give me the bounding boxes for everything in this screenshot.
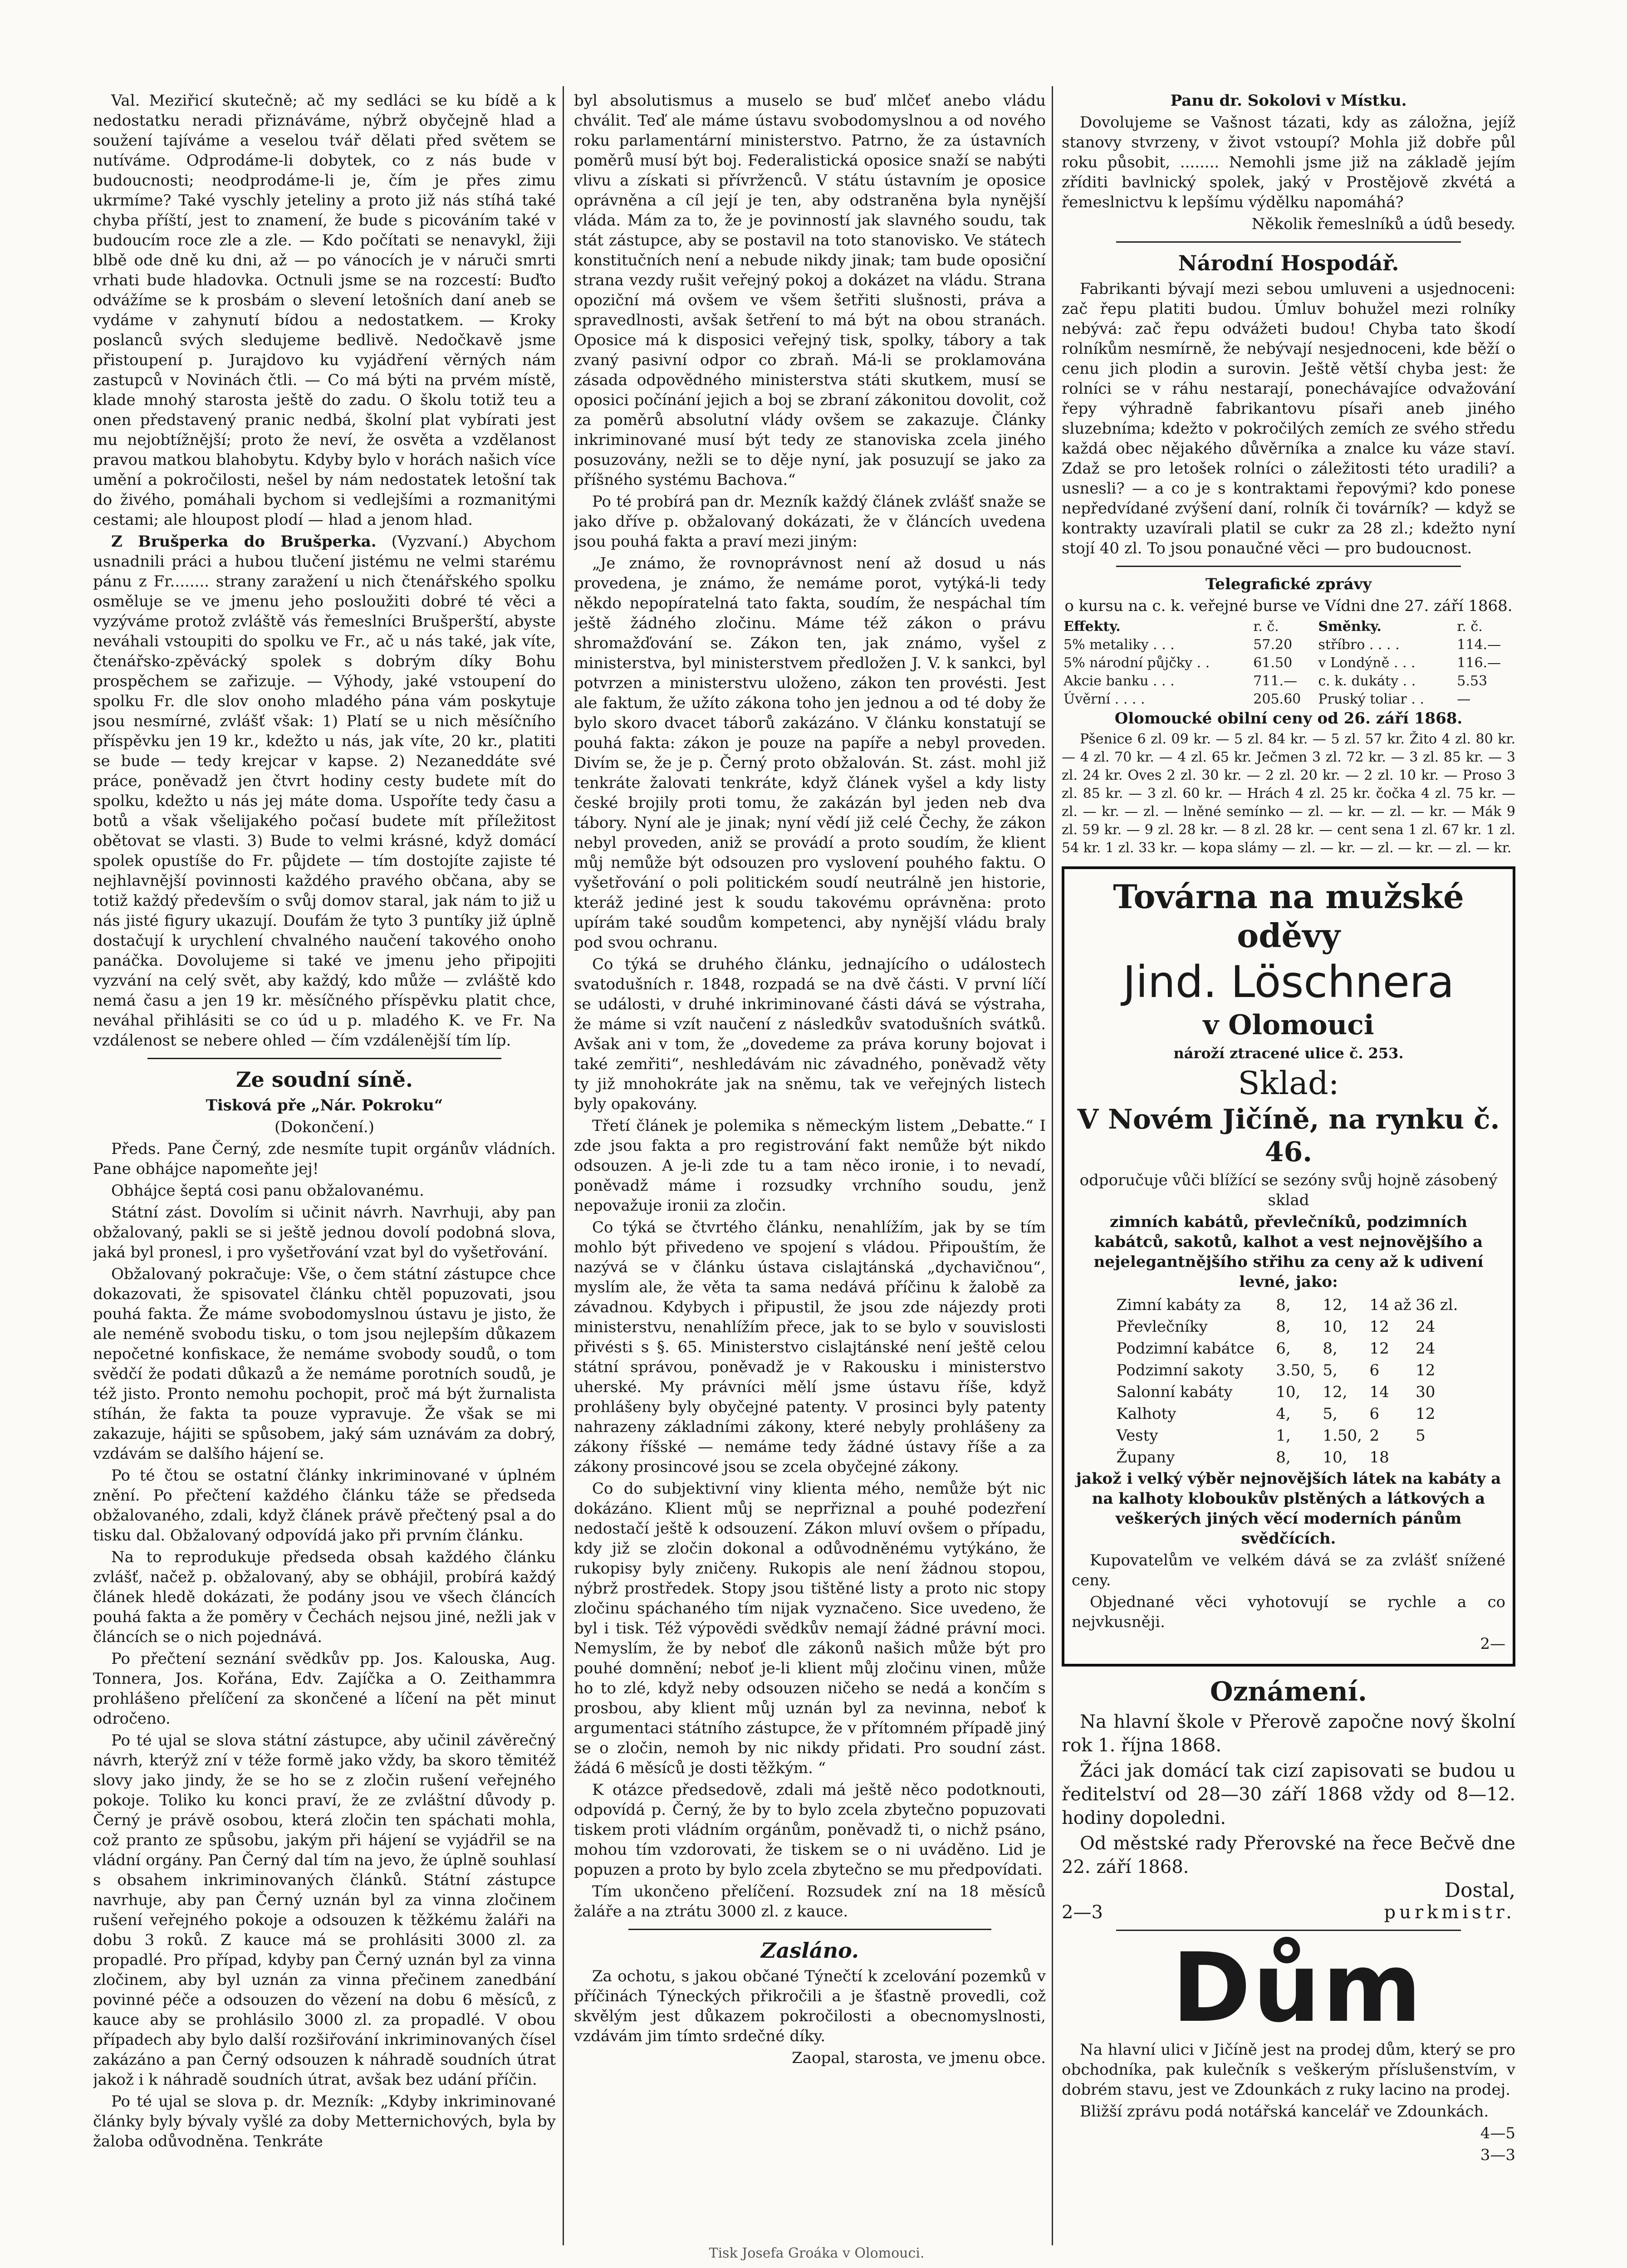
cell: Úvěrní . . . . [1063,691,1145,707]
paragraph: K otázce předsedově, zdali má ještě něco podotknouti, odpovídá p. Černý, že by to bylo zcela zbytečno popuzovati tiskem proti vládním orgánům, poněvadž ti, o nichž psáno, mohou tím vzdorovati, že tiskem se o ni uváděno. Lid je popuzen a proto by bylo zcela zbytečno se mu předpovídati. [574,1781,1046,1879]
table-row [1062,654,1515,672]
table-row [1062,636,1515,654]
separator [1116,1930,1461,1931]
signature: Několik řemeslníků a údů besedy. [1251,215,1515,233]
cell: 5 [1416,1427,1426,1445]
cell: — [1457,691,1471,707]
cell [1393,1403,1414,1424]
cell: 5, [1323,1405,1338,1423]
paragraph: Předs. Pane Černý, zde nesmíte tupit orgánův vládních. Pane obhájce napomeňte jej! [93,1140,556,1178]
cell: 5.53 [1457,673,1488,689]
ad-text: Objednané věci vyhotovují se rychle a co nejvkusněji. [1072,1593,1505,1631]
cell [1440,1425,1461,1446]
paragraph: Žáci jak domácí tak cizí zapisovati se budou u ředitelství od 28—30 září 1868 vždy od 8—12. hodiny dopoledni. [1062,1760,1515,1828]
article-subheading: (Dokončení.) [274,1118,374,1136]
ad-number: 2— [1480,1635,1505,1653]
cell: 1.50, [1323,1427,1362,1445]
cell [1393,1360,1414,1381]
cell: 6 [1369,1405,1380,1423]
cell [1440,1403,1461,1424]
cell [1440,1360,1461,1381]
cell: Kalhoty [1116,1405,1176,1423]
cell: 6 [1369,1361,1380,1379]
cell: 205.60 [1253,691,1301,707]
cell: 12, [1323,1383,1348,1401]
cell: 4, [1276,1405,1291,1423]
paragraph: Po té čtou se ostatní články inkriminované v úplném znění. Po přečtení každého článku táže se předseda obžalovaného, zdali, když článek právě přečtený psal a do tisku dal. Obžalovaný odpovídá jako při prvním článku. [93,1466,556,1545]
cell [1393,1382,1414,1403]
ad-company: Jind. Löschnera [1122,957,1455,1007]
paragraph: Obhájce šeptá cosi panu obžalovanému. [111,1182,424,1200]
cell: 116.— [1457,655,1501,671]
cell: Akcie banku . . . [1063,673,1175,689]
cell: 12, [1323,1296,1348,1314]
column-3 [1062,91,1515,2268]
paragraph: Val. Meziřicí skutečně; ač my sedláci se ku bídě a k nedostatku neradi přiznáváme, nýbrž obyčejně hlad a soužení tajíváme a veselou tvář dělati před světem se nutíváme. Odprodáme-li dobytek, co z nás bude v budoucnosti; neodprodáme-li je, čím je přes zimu ukrmíme? Také vyschly jeteliny a proto již nás stíhá také chyba příští, jest to znamení, že bude s picováním také v budoucím roce zle a zle. — Kdo počítati se nenavykl, žiji blbě ode dně ku dni, až — po vánocích je v náruči smrti vrhati bude hladovka. Octnuli jsme se na rozcestí: Buďto odvážíme se k prosbám o slevení letošních daní aneb se vydáme v zahynutí bídou a nedostatkem. — Kroky poslanců svých sledujeme bedlivě. Nedočkavě jsme přistoupení p. Jurajdovo ku vyjádření věrných nám zastupců v Novinách čtli. — Co má býti na prvém místě, klade mnohý starosta ještě do zadu. O školu totiž teu a onen představený pranic nedbá, školní plat vybírati jest mu nejobtížnější; proto že neví, že osvěta a vzdělanost pravou matkou blahobytu. Kdyby bylo v horách našich více umění a pokročilosti, nešel by nám nedostatek letošní tak do živého, pomáhali bychom si vedlejšími a rozmanitými cestami; ale hloupost plodí — hlad a jenom hlad. [93,92,556,529]
ad-warehouse: Sklad: [1238,1065,1339,1102]
ad-title: Továrna na mužské oděvy [1113,877,1464,955]
cell: c. k. dukáty . . [1318,673,1416,689]
cell: 10, [1323,1448,1348,1466]
table-row [1116,1425,1461,1446]
paragraph-text: (Vyzvaní.) Abychom usnadnili práci a hubou tlučení jistému ne velmi starému pánu z Fr........ strany zaražení u nich čtenářského spolku osměluje se ve jmenu jeho posloužiti dobré té věci a vyzýváme protož zvláště vás řemeslníci Brušperští, abyste neváhali vstoupiti do spolku ve Fr., ač u nás také, jak víte, čtenářsko-zpěvácký spolek s dobrým díky Bohu prospěchem se zařizuje. — Výhody, jaké vstoupení do spolku Fr. dle slov onoho mladého pána vám poskytuje jsou nesmírné, zvlášť však: 1) Platí se u nich měsíčního příspěvku jen 19 kr., kdežto u nás, jak víte, 20 kr., platiti se bude — tedy krejcar v kapse. 2) Nezaneddáte své práce, poněvadž jen čtvrt hodiny cesty budete mít do spolku, kdežto u nás jej máte doma. Uspoříte tedy času a botů a však všelijakého počasí budete mít příležitost obětovat se vlasti. 3) Bude to velmi krásné, když domácí spolek opustíše do Fr. půjdete — tím dostojíte zajiste té nejhlavnější povinnosti každého pravého občana, aby se totiž každý především o svůj domov staral, jak nám to již u nás jisté figury ukazují. Doufám že tyto 3 puntíky již úplně dostačují k urychlení chvalného naučení takového onoho panáčka. Dovolujeme si také ve jmenu jeho připojiti vyzvání na celý svět, aby každý, kdo může — zvláště kdo nemá času a jen 19 kr. měsíčného příspěvku platit chce, neváhal přihlásiti se co úd u p. mladého K. ve Fr. Na vzdálenost se nebere ohled — čím vzdálenější tím líp. [93,533,556,1050]
ad-warehouse-address: V Novém Jičíně, na rynku č. 46. [1077,1104,1500,1168]
paragraph: Pšenice 6 zl. 09 kr. — 5 zl. 84 kr. — 5 zl. 57 kr. Žito 4 zl. 80 kr. — 4 zl. 70 kr. — 4 zl. 65 kr. Ječmen 3 zl. 72 kr. — 3 zl. 85 kr. — 3 zl. 24 kr. Oves 2 zl. 30 kr. — 2 zl. 20 kr. — 2 zl. 10 kr. — Proso 3 zl. 85 kr. — 3 zl. 60 kr. — Hrách 4 zl. 25 kr. čočka 4 zl. 75 kr. — zl. — kr. — zl. — lněné semínko — zl. — kr. — zl. — kr. — Mák 9 zl. 59 kr. — 9 zl. 28 kr. — 8 zl. 28 kr. — cent sena 1 zl. 67 kr. 1 zl. 54 kr. 1 zl. 33 kr. — kopa slámy — zl. — kr. — zl. — kr. — zl. — kr. [1062,731,1515,856]
ad-address: nároží ztracené ulice č. 253. [1173,1045,1404,1062]
price-table [1115,1294,1462,1469]
article-heading: Tisková pře „Nár. Pokroku“ [206,1096,443,1114]
cell: v Londýně . . . [1318,655,1416,671]
cell: 8, [1276,1318,1291,1336]
cell: 8, [1323,1339,1338,1358]
cell: 2 [1369,1427,1380,1445]
paragraph: Po té probírá pan dr. Mezník každý článek zvlášť snaže se jako dříve p. obžalovaný dokázati, že v článcích uvedena jsou pouhá fakta a praví mezi jiným: [574,493,1046,551]
cell: 6, [1276,1339,1291,1358]
cell: 61.50 [1253,655,1293,671]
table-row [1116,1295,1461,1315]
cell: 5% národní půjčky . . [1063,655,1210,671]
table-row [1116,1403,1461,1424]
section-heading: Ze soudní síně. [235,1067,413,1092]
paragraph: Na hlavní škole v Přerově započne nový školní rok 1. října 1868. [1062,1711,1515,1756]
table-row [1062,672,1515,690]
subheading: o kursu na c. k. veřejné burse ve Vídni dne 27. září 1868. [1064,597,1513,615]
table-row [1062,690,1515,709]
cell: 1, [1276,1427,1291,1445]
column-header: r. č. [1457,619,1483,635]
article-heading: Panu dr. Sokolovi v Místku. [1170,92,1407,110]
cell: 12 [1369,1318,1389,1336]
paragraph: Na to reprodukuje předseda obsah každého článku zvlášť, načež p. obžalovaný, aby se obhájil, probírá každý článek hledě dokázati, že podány jsou ve všech článcích pouhá fakta a že poměry v Čechách nejsou jiné, nežli jak v článcích se o nich pojednává. [93,1548,556,1646]
exchange-table [1062,618,1515,709]
paragraph: Co týká se druhého článku, jednajícího o událostech svatodušních r. 1848, rozpadá se na dvě části. V první líčí se události, v druhé inkriminované části dává se výstraha, že máme si vzít naučení z následkův svatodušních svátků. Avšak ani v tom, že „dovedeme za práva koruny bojovat i také zemřiti“, neshledávám nic závadného, poněvadž věty ty již mnohokráte jak na sněmu, tak ve veřejných listech byly opakovány. [574,955,1046,1113]
paragraph: „Je známo, že rovnoprávnost není až dosud u nás provedena, je známo, že nemáme porot, vytýká-li tedy někdo nepopíratelná tato fakta, soudím, že nespáchal tím ještě žádného zločinu. Máme též zákon o právu shromažďování se. Zákon ten, jak známo, vyšel z ministerstva, byl ministerstvem předložen J. V. k sankci, byl potvrzen a ministerstvu uloženo, zákon ten provésti. Jest ale faktum, že užíto zákona toho jen jednou a od té doby že bylo skoro dvacet táborů zakázáno. V článku konstatují se pouhá fakta: zákon je pouze na papíře a nebyl proveden. Divím se, že je p. Černý proto obžalován. St. zást. mohl již tenkráte žalovati tenkráte, když článek vyšel a kdy listy české brojily proti tomu, že zakázán byl jeden neb dva tábory. Nyní ale je jinak; nyní vědí již celé Čechy, že zákon nebyl proveden, aniž se provádí a proto soudím, že klient můj nemůže být odsouzen pro vyslovení pouhého faktu. O vyšetřování o poli politickém soudí neutrálně jen historie, kteráž jediné jest k soudu takovému oprávněna: proto upírám také soudům kompetenci, aby nynější vládu braly pod svou ochranu. [574,554,1046,952]
cell: 12 [1416,1361,1436,1379]
table-row [1116,1447,1461,1468]
paragraph: Státní zást. Dovolím si učinit návrh. Navrhuji, aby pan obžalovaný, pakli se si ještě jednou dovolí podobná slova, jaká byl pronesl, i pro vyšetřování vzat byl do vyšetřování. [93,1203,556,1261]
cell [1440,1338,1461,1359]
column-divider [1052,86,1053,2245]
ad-text: zimních kabátů, převlečníků, podzimních kabátců, sakotů, kalhot a vest nejnovějšího a nejelegantnějšího střihu za ceny až k udivení levné, jako: [1093,1213,1484,1291]
section-heading: Národní Hospodář. [1178,251,1399,275]
cell: 30 [1416,1383,1436,1401]
cell: 8, [1276,1448,1291,1466]
section-heading: Zasláno. [761,1938,859,1963]
cell [1393,1316,1414,1337]
signature: Zaopal, starosta, ve jmenu obce. [792,2049,1046,2067]
ad-text: jakož i velký výběr nejnovějších látek na kabáty a na kalhoty kloboukův plstěných a látkových a veškerých jiných věcí moderních pánům svědčících. [1076,1470,1501,1548]
section-heading: Telegrafické zprávy [1205,575,1372,593]
cell: 10, [1276,1383,1301,1401]
cell: Zimní kabáty za [1116,1296,1241,1314]
cell: Převlečníky [1116,1318,1208,1336]
paragraph: Bližší zprávu podá notářská kancelář ve Zdounkách. [1080,2102,1489,2121]
cell: Podzimní sakoty [1116,1361,1244,1379]
signature-row [1062,1902,1515,1922]
section-heading: Oznámení. [1210,1676,1367,1707]
paragraph: Po přečtení seznání svědkův pp. Jos. Kalouska, Aug. Tonnera, Jos. Kořána, Edv. Zajíčka a O. Zeithammra prohlášeno přelíčení za skončené a líčení na pět minut odročeno. [93,1650,556,1728]
cell [1393,1425,1414,1446]
cell [1415,1447,1439,1468]
column-header: r. č. [1253,619,1279,635]
ad-number: 2—3 [1062,1902,1103,1923]
column-2 [574,91,1046,2268]
cell: 57.20 [1253,637,1293,653]
cell: Salonní kabáty [1116,1383,1233,1401]
cell: 114.— [1457,637,1501,653]
cell: Podzimní kabátce [1116,1339,1255,1358]
ad-text: Kupovatelům ve velkém dává se za zvlášť snížené ceny. [1072,1551,1505,1589]
table-row [1116,1382,1461,1403]
advertisement-loschner [1062,866,1515,1667]
cell: 5, [1323,1361,1338,1379]
cell [1440,1447,1461,1468]
cell [1440,1382,1461,1403]
paragraph: Fabrikanti bývají mezi sebou umluveni a usjednoceni: zač řepu platiti budou. Úmluv bohužel mezi rolníky nebývá: zač řepu odvážeti budou! Chyba tato škodí rolníkům nesmírně, že nebývají nesjednoceni, kde běží o cenu jich plodin a surovin. Ještě větší chyba jest: že rolníci se v ráhu nestarají, ponechávajíce odvažování řepy výhradně fabrikantovu písaři aneb jiného sluzebníma; kdežto v pokročilých zemích ze svého středu každá obec nějakého důvěrníka a znalce ku váze staví. Zdaž se pro letošek rolníci o záležitosti této uradili? a usnesli? — a co je s kontraktami řepovými? kdo ponese nepředvídané zvýšení daní, rolník či továrník? — když se kontrakty uzavírali platil se cukr za 28 zl.; kdežto nyní stojí 40 zl. To jsou ponaučné věci — pro budoucnost. [1062,280,1515,557]
paragraph: Co týká se čtvrtého článku, nenahlížím, jak by se tím mohlo být přivedeno ve spojení s vládou. Připouštím, že nazývá se v článku ústava cislajtánská „dychavičnou“, myslím ale, že věta ta sama nedává příčinu k žalobě za závadnou. Kdybych i připustil, že jsou zde nájezdy proti ministerstvu, nenahlížím přece, jak to se bylo v souvislosti přivésti s §. 65. Ministerstvo cislajtánské není ještě celou státní správou, poněvadž je v Rakousku i ministerstvo uherské. My právníci mělí jsme ústavu říše, když prohlášeny byly obyčejné patenty. V prosinci byly patenty nahrazeny základními zákony, které nebyly prohlášeny za zákony říšské — nemáme tedy žádné ústavy říše a za zákony prosincové jsou se zcela obyčejné zákony. [574,1218,1046,1476]
table-row [1116,1338,1461,1359]
cell: 3.50, [1276,1361,1315,1379]
cell: 24 [1416,1318,1436,1336]
table-row [1116,1360,1461,1381]
column-header: Effekty. [1063,619,1121,635]
cell [1393,1338,1414,1359]
ad-number: 3—3 [1480,2146,1515,2164]
cell: 10, [1323,1318,1348,1336]
signature-title: purkmistr. [1384,1902,1515,1923]
table-header [1062,618,1515,636]
separator [628,1929,991,1930]
article-heading: Z Brušperka do Brušperka. [111,533,377,551]
column-1 [93,91,556,2223]
cell: 12 [1416,1405,1436,1423]
cell: 24 [1416,1339,1436,1358]
cell: Pruský toliar . . [1318,691,1424,707]
cell: 18 [1369,1448,1389,1466]
cell: 14 [1369,1383,1389,1401]
paragraph: Dovolujeme se Vašnost tázati, kdy as záložna, jejíž stanovy stvrzeny, v život vstoupí? Mohla již dobře půl roku působit, ........ Nemohli jsme již na základě jejím zříditi bavlnický spolek, jaký v Prostějově zkvétá a řemeslnictvu k lepšímu výdělku napomáhá? [1062,113,1515,211]
paragraph: Po té ujal se slova p. dr. Mezník: „Kdyby inkriminované články byly bývaly vyšlé za doby Metternichových, byla by žaloba odůvodněna. Tenkráte [93,2092,556,2151]
cell: 12 [1369,1339,1389,1358]
cell: 36 [1416,1296,1436,1314]
separator [1116,241,1461,243]
column-divider [563,86,564,2245]
ad-number: 4—5 [1480,2124,1515,2142]
paragraph [93,532,556,1051]
paragraph: Po té ujal se slova státní zástupce, aby učinil závěrečný návrh, kterýž zní v téže formě jako vždy, ba skoro těmitéž slovy jako jindy, že se ho se z zločin rušení veřejného pokoje. Toliko ku konci praví, že ze zvláštní důvody p. Černý je právě osobou, která zločin ten spáchati mohla, což pranto ze spůsobu, jakým při hájení se vyjádřil se na vládní orgány. Pan Černý dal tím na jevo, že úplně souhlasí s obsahem inkriminovaných článků. Státní zástupce navrhuje, aby pan Černý uznán byl za vinna zločinem rušení veřejného pokoje a odsouzen k těžkému žaláři na dobu 3 roků. Z kauce má se prohlásiti 3000 zl. za propadlé. Pro případ, kdyby pan Černý uznán byl za vinna zločinem, aby byl uznán za vinna přečinem zanedbání povinné péče a odsouzen do vězení na dobu 6 měsíců, z kauce aby se prohlásilo 3000 zl. za propadlé. V obou případech aby bylo další rozšiřování inkriminovaných čísel zakázáno a pan Černý odsouzen k náhradě soudních útrat jakož i k náhradě soudních útrat, avšak bez udání příčin. [93,1731,556,2089]
paragraph: Na hlavní ulici v Jičíně jest na prodej dům, který se pro obchodníka, pak kulečník s veškerým příslušenstvím, v dobrém stavu, jest ve Zdounkách z ruky lacino na prodej. [1062,2041,1515,2099]
subheading: Olomoucké obilní ceny od 26. září 1868. [1114,709,1463,728]
cell: 14 [1369,1296,1389,1314]
cell: zl. [1440,1296,1458,1314]
paragraph: byl absolutismus a muselo se buď mlčeť anebo vládu chválit. Teď ale máme ústavu svobodomyslnou a od nového roku parlamentární ministerstvo. Patrno, že za ústavních poměrů musí být boj. Federalistická oposice snaží se nabýti vlivu a získati si přívrženců. V státu ústavním je oposice oprávněna a cíl její je ten, aby odstraněna byla nynější vláda. Mám za to, že je povinností jak slavného soudu, tak stát zástupce, aby se postavil na toto stanovisko. Ve státech konstitučních není a nebude nikdy jinak; tam bude oposiční strana vezdy rušit veřejný pokoj a dokázet na vládu. Strana opoziční má ovšem ve všem šetřiti slušnosti, práva a spravedlnosti, avšak šetření to má být na obou stranách. Oposice má k disposici veřejný tisk, spolky, tábory a tak zvaný pasivní odpor co zbraň. Má-li se proklamována zásada odpovědného ministerstva státi skutkem, musí se oposici počínání jejich a boj se zbraní zákonitou dovolit, což za poměrů absolutní vlády ovšem se zakazuje. Články inkriminované musí být tedy ze stanoviska zcela jiného posuzovány, nežli se to děje nyní, jak posuzují se jako za příšného systému Bachova.“ [574,92,1046,489]
table-row [1116,1316,1461,1337]
separator [147,1058,501,1059]
paragraph: Tím ukončeno přelíčení. Rozsudek zní na 18 měsíců žaláře a na ztrátu 3000 zl. z kauce. [574,1882,1046,1921]
cell: až [1394,1296,1411,1314]
separator [1116,566,1461,567]
cell: 711.— [1253,673,1298,689]
ad-city: v Olomouci [1203,1009,1374,1041]
paragraph: Třetí článek je polemika s německým listem „Debatte.“ I zde jsou fakta a pro registrování fakt nemůže být nikdo odsouzen. A je-li zde tu a tam něco ironie, i to nevadí, poněvadž máme i rozsudky vrchního soudu, jenž nepovažuje ironii za zločin. [574,1117,1046,1215]
cell: Župany [1116,1448,1175,1466]
cell [1440,1316,1461,1337]
ad-text: odporučuje vůči blížící se sezóny svůj hojně zásobený sklad [1079,1171,1498,1209]
cell: stříbro . . . . [1318,637,1400,653]
cell: Vesty [1116,1427,1158,1445]
signature: Dostal, [1444,1879,1515,1902]
cell: 5% metaliky . . . [1063,637,1175,653]
cell [1393,1447,1414,1468]
cell: 8, [1276,1296,1291,1314]
column-header: Směnky. [1318,619,1382,635]
paragraph: Za ochotu, s jakou občané Týnečtí k zcelování pozemků v příčinách Týneckých přikročili a je šťastně provedli, což skvělým jest důkazem pokročilosti a obecnomyslnosti, vzdávám jim tímto srdečné díky. [574,1967,1046,2045]
paragraph: Co do subjektivní viny klienta mého, nemůže být nic dokázáno. Klient můj se neprřiznal a pouhé podezření nedostačí ještě k odsouzení. Zákon mluví ovšem o případu, kdy již se zločin dokonal a odůvodněnému vytýkáno, že rukopisy byly zničeny. Rukopis ale není žádnou stopou, nýbrž prostředek. Stopy jsou tištěné listy a proto nic stopy zločinu spáchaného tím nijak vyznačeno. Sice uvedeno, že byl i tisk. Též výpovědi svědkův nemají žádné právní moci. Nemyslím, že by neboť dle zákonů našich může být pro pouhé domnění; neboť je-li klient můj zločinu vinen, může ho to zlé, když neby odsouzen ničeho se nedá a končím s prosbou, aby klient můj uznán byl za nevinna, neboť k argumentaci státního zástupce, že v přítomném případě jiný se o zločin, nemoh by nic nikdy přidati. Pro soudní zást. žádá 6 měsíců je dosti těžkým. “ [574,1480,1046,1777]
paragraph: Obžalovaný pokračuje: Vše, o čem státní zástupce chce dokazovati, že spisovatel článku chtěl popuzovati, jsou pouhá fakta. Že máme svobodomyslnou ústavu je jisto, že ale neméně svobodu tisku, o tom jsou nejlepším důkazem nepočetné konfiskace, že nemáme svobody soudů, o tom svědčí že podati důkazů a že nemáme porotních soudů, je též jisto. Pronto nemohu pochopit, proč má být žurnalista stíhán, že fakta ta pouze vypravuje. Že však se mi zakazuje, hájiti se spůsobem, jaký sám uznávám za dobrý, vzdávám se dalšího hájení se. [93,1265,556,1463]
paragraph: Od městské rady Přerovské na řece Bečvě dne 22. září 1868. [1062,1833,1515,1877]
ad-title-house: Dům [1171,1932,1424,2043]
printer-footer: Tisk Josefa Groáka v Olomouci. [709,2245,925,2261]
